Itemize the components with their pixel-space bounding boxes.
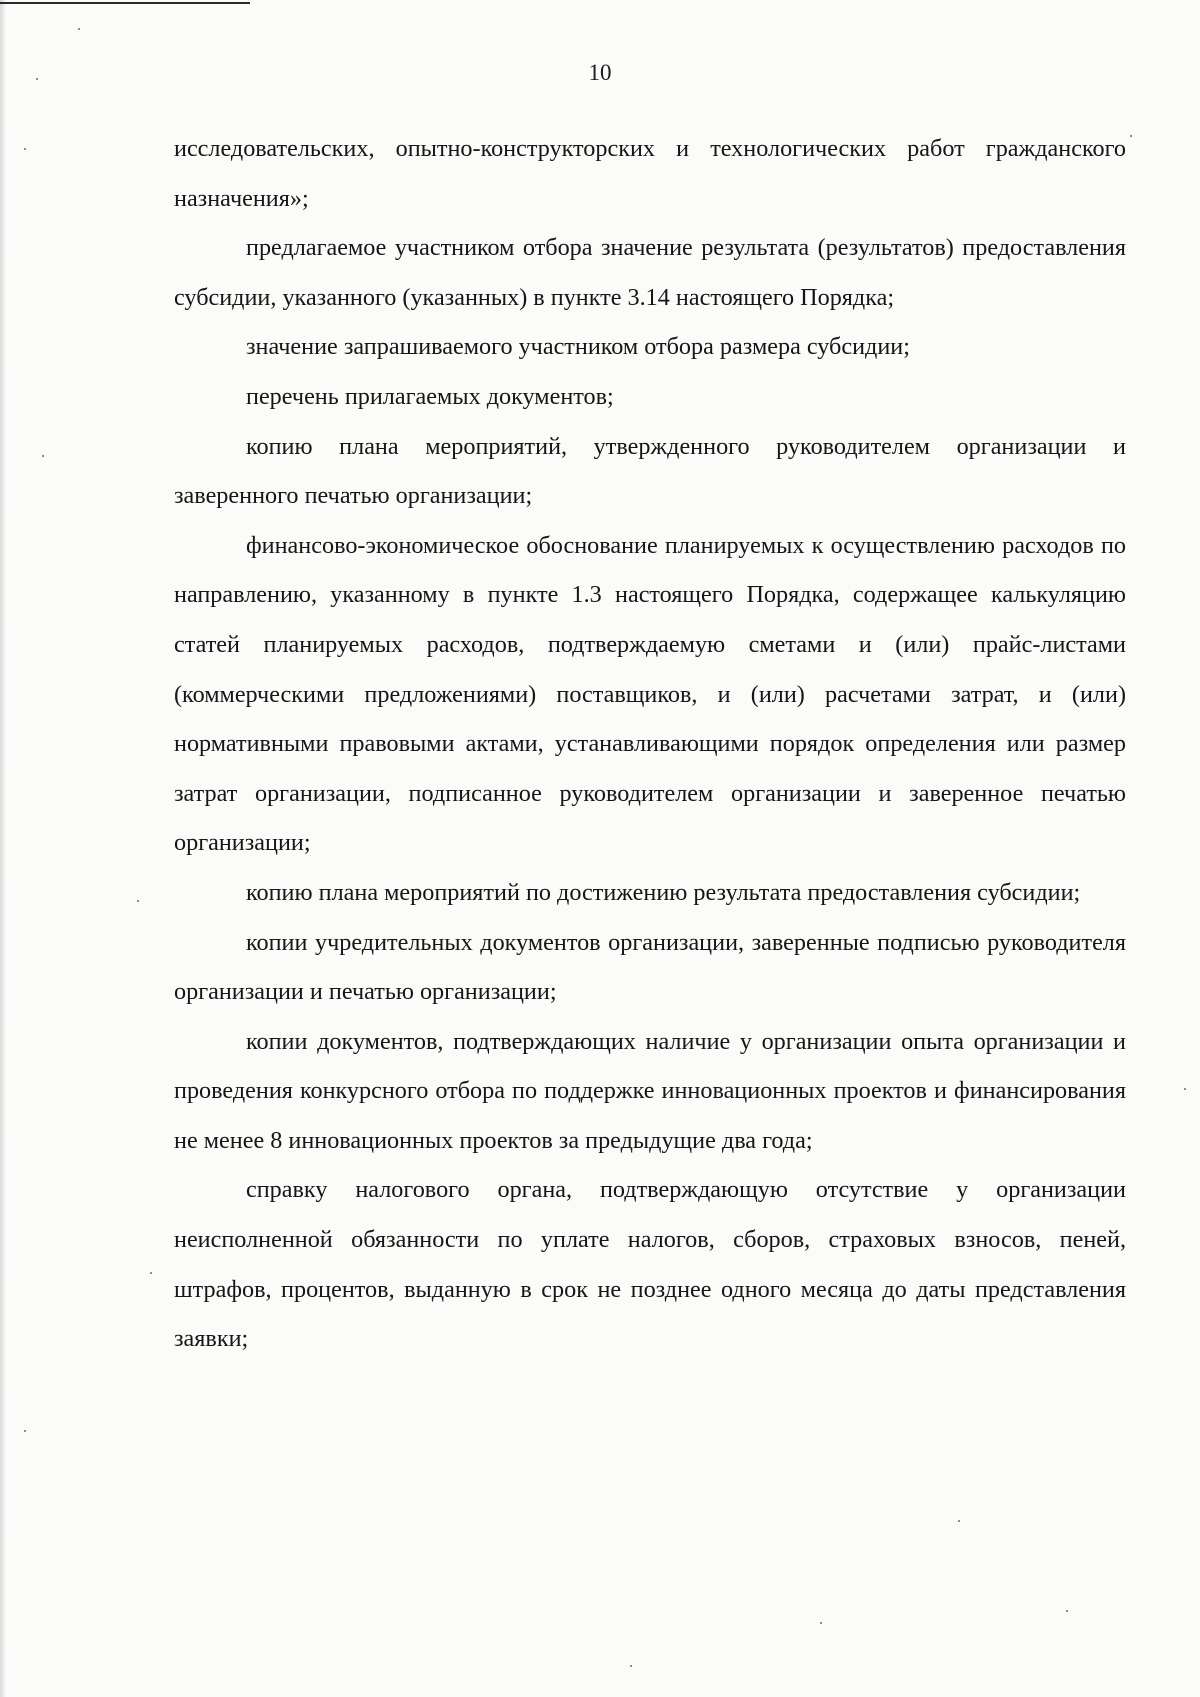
paragraph-document-list: перечень прилагаемых документов; [246, 382, 614, 410]
scan-speck [1184, 1088, 1186, 1090]
paragraph-financial-justification: финансово-экономическое обоснование планируемых к осуществлению расходов по направлению, указанному в пункте 1.3 настоящего Порядка, содержащее калькуляцию статей планируемых расходов, подтверждаемую сметами и (или) прайс-листами (коммерческими предложениями) поставщиков, и (или) расчетами затрат, и (или) нормативными правовыми актами, устанавливающими порядок определения или размер затрат организации, подписанное руководителем организации и заверенное печатью организации; [174, 531, 1126, 857]
scan-speck [42, 455, 44, 457]
page-number: 10 [588, 60, 612, 85]
scan-speck [150, 1272, 152, 1274]
paragraph-result-plan: копию плана мероприятий по достижению результата предоставления субсидии; [246, 878, 1081, 906]
top-rule [0, 2, 250, 4]
paragraph-tax-certificate: справку налогового органа, подтверждающую отсутствие у организации неисполненной обязанности по уплате налогов, сборов, страховых взносов, пеней, штрафов, процентов, выданную в срок не позднее одного месяца до даты представления заявки; [174, 1176, 1126, 1353]
document-body [174, 124, 1126, 1364]
scan-speck [24, 148, 26, 150]
scan-speck [78, 28, 80, 30]
scan-speck [1130, 135, 1132, 137]
paragraph-founding-documents: копии учредительных документов организации, заверенные подписью руководителя организации и печатью организации; [174, 928, 1126, 1006]
scan-speck [36, 78, 38, 80]
scan-edge-shadow [0, 0, 6, 1697]
paragraph-action-plan: копию плана мероприятий, утвержденного руководителем организации и заверенного печатью организации; [174, 432, 1126, 510]
scan-speck [24, 1430, 26, 1432]
scan-speck [630, 1665, 632, 1667]
scan-speck [958, 1520, 960, 1522]
scan-speck [820, 1622, 822, 1624]
paragraph-result-value: предлагаемое участником отбора значение результата (результатов) предоставления субсидии, указанного (указанных) в пункте 3.14 настоящего Порядка; [174, 234, 1126, 311]
paragraph-subsidy-amount: значение запрашиваемого участником отбора размера субсидии; [246, 333, 910, 361]
paragraph-experience-documents: копии документов, подтверждающих наличие у организации опыта организации и проведения конкурсного отбора по поддержке инновационных проектов и финансирования не менее 8 инновационных проектов за предыдущие два года; [174, 1027, 1126, 1154]
scan-speck [137, 900, 139, 902]
paragraph-continuation: исследовательских, опытно-конструкторских и технологических работ гражданского назначения»; [174, 135, 1126, 212]
scan-speck [1066, 1610, 1068, 1612]
